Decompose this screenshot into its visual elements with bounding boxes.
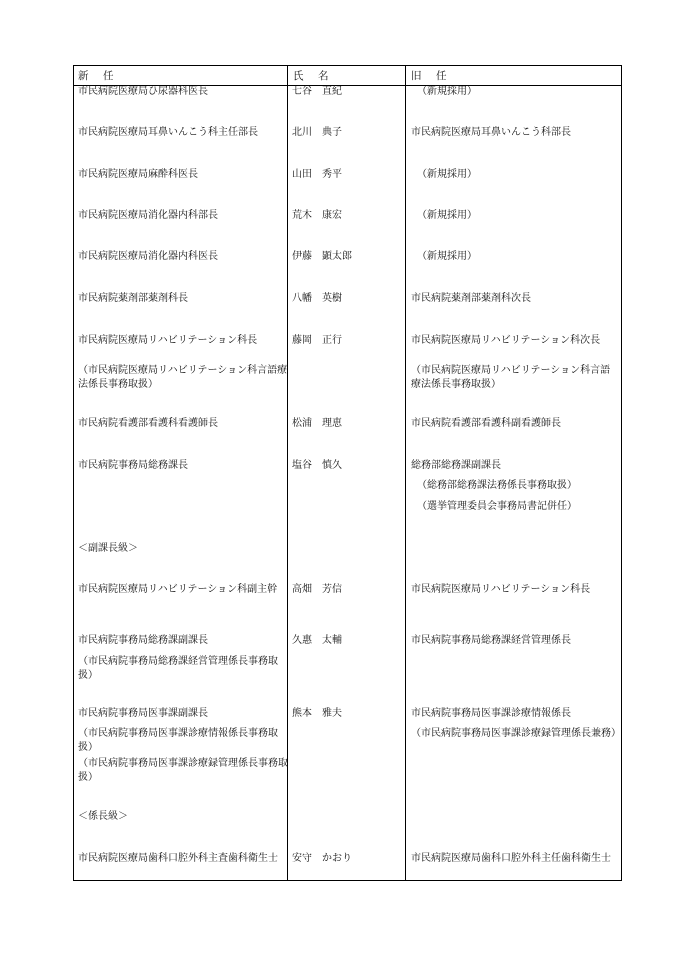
table-row-old-note: （市民病院事務局医事課診療録管理係長兼務） <box>411 728 621 739</box>
table-row-old: 総務部総務課副課長 <box>411 460 501 471</box>
personnel-table <box>73 65 622 881</box>
table-row-new: 市民病院医療局消化器内科部長 <box>78 210 218 221</box>
table-row-new: 市民病院看護部看護科看護師長 <box>78 418 218 429</box>
table-row-new: 市民病院事務局総務課副課長 <box>78 635 208 646</box>
table-row-name: 安守 かおり <box>292 853 352 864</box>
table-row-new: 市民病院医療局リハビリテーション科長 <box>78 335 258 346</box>
table-row-old: 市民病院事務局医事課診療情報係長 <box>411 708 571 719</box>
table-row-name: 松浦 理恵 <box>292 418 342 429</box>
table-row-new: 市民病院医療局リハビリテーション科副主幹 <box>78 584 278 595</box>
header-name: 氏 名 <box>293 70 331 82</box>
table-row-name: 熊本 雅夫 <box>292 708 342 719</box>
table-row-new: 市民病院事務局医事課副課長 <box>78 708 208 719</box>
section-heading: ＜係長級＞ <box>78 811 128 822</box>
table-row-old: （新規採用） <box>417 86 477 97</box>
table-row-name: 山田 秀平 <box>292 169 342 180</box>
table-row-name: 塩谷 慎久 <box>292 460 342 471</box>
table-row-name: 荒木 康宏 <box>292 210 342 221</box>
table-row-new-note: （市民病院事務局医事課診療録管理係長事務取扱） <box>78 758 288 783</box>
table-row-old-note: （選挙管理委員会事務局書記併任） <box>417 501 577 512</box>
table-row-old: 市民病院医療局リハビリテーション科長 <box>411 584 591 595</box>
table-row-old-note: （市民病院医療局リハビリテーション科言語療法係長事務取扱） <box>411 365 611 390</box>
table-row-new: 市民病院事務局総務課長 <box>78 460 188 471</box>
table-row-new-note: （市民病院事務局総務課経営管理係長事務取扱） <box>78 656 278 681</box>
table-row-name: 八幡 英樹 <box>292 293 342 304</box>
section-heading: ＜副課長級＞ <box>78 543 138 554</box>
table-row-old: （新規採用） <box>417 251 477 262</box>
table-row-new: 市民病院医療局耳鼻いんこう科主任部長 <box>78 127 258 138</box>
table-row-old: 市民病院薬剤部薬剤科次長 <box>411 293 531 304</box>
table-row-old: 市民病院看護部看護科副看護師長 <box>411 418 561 429</box>
table-row-name: 久惠 太輔 <box>292 635 342 646</box>
table-row-new: 市民病院医療局歯科口腔外科主査歯科衛生士 <box>78 853 278 864</box>
table-row-new-note: （市民病院医療局リハビリテーション科言語療法係長事務取扱） <box>78 365 288 390</box>
table-row-old: 市民病院医療局リハビリテーション科次長 <box>411 335 601 346</box>
table-row-old: 市民病院事務局総務課経営管理係長 <box>411 635 571 646</box>
table-row-old: 市民病院医療局歯科口腔外科主任歯科衛生士 <box>411 853 611 864</box>
header-old: 旧 任 <box>411 70 449 82</box>
table-row-name: 北川 典子 <box>292 127 342 138</box>
table-row-name: 高畑 芳信 <box>292 584 342 595</box>
table-row-old: 市民病院医療局耳鼻いんこう科部長 <box>411 127 571 138</box>
table-row-new: 市民病院薬剤部薬剤科長 <box>78 293 188 304</box>
table-row-name: 七谷 直紀 <box>292 86 342 97</box>
table-row-name: 藤岡 正行 <box>292 335 342 346</box>
table-row-name: 伊藤 顕太郎 <box>292 251 352 262</box>
table-row-old: （新規採用） <box>417 169 477 180</box>
header-new: 新 任 <box>78 70 116 82</box>
table-row-old: （新規採用） <box>417 210 477 221</box>
table-row-new: 市民病院医療局消化器内科医長 <box>78 251 218 262</box>
table-row-new-note: （市民病院事務局医事課診療情報係長事務取扱） <box>78 728 278 753</box>
table-row-new: 市民病院医療局麻酔科医長 <box>78 169 198 180</box>
table-row-old-note: （総務部総務課法務係長事務取扱） <box>417 480 577 491</box>
column-divider <box>405 66 406 880</box>
table-row-new: 市民病院医療局ひ尿器科医長 <box>78 86 208 97</box>
